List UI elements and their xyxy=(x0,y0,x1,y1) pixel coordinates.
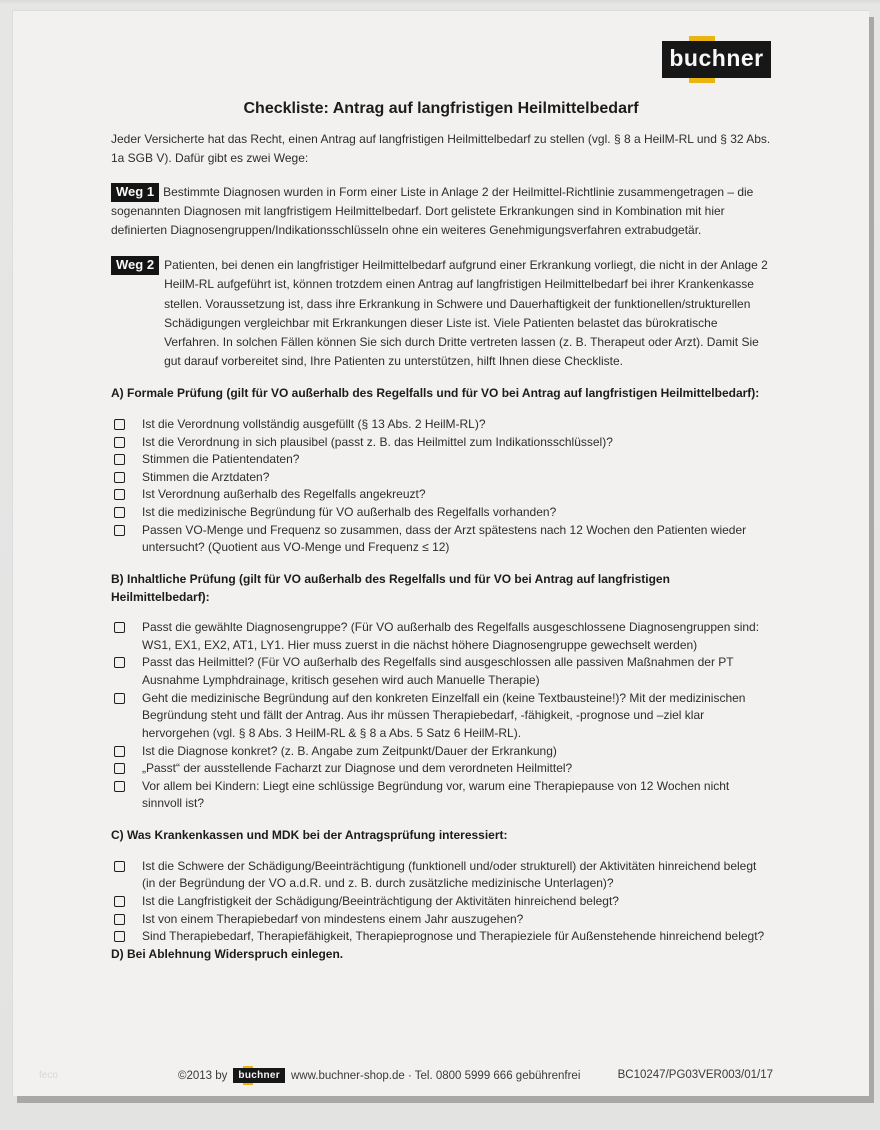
checkbox-icon xyxy=(114,437,125,448)
logo-accent-bar-bottom xyxy=(689,78,715,83)
section-a-heading: A) Formale Prüfung (gilt für VO außerhalb des Regelfalls und für VO bei Antrag auf langfristigen Heilmittelbedarf): xyxy=(111,386,760,401)
checklist-item: Sind Therapiebedarf, Therapiefähigkeit, Therapieprognose und Therapieziele für Außenstehende hinreichend belegt? xyxy=(111,928,771,946)
document-code: BC10247/PG03VER003/01/17 xyxy=(617,1069,773,1081)
checkbox-icon xyxy=(114,781,125,792)
footer-buchner-logo xyxy=(233,1068,285,1083)
intro-paragraph: Jeder Versicherte hat das Recht, einen Antrag auf langfristigen Heilmittelbedarf zu stellen (vgl. § 8 a HeilM-RL und § 32 Abs. 1a SGB V). Dafür gibt es zwei Wege: xyxy=(111,132,771,166)
document-content xyxy=(13,11,869,963)
checkbox-icon xyxy=(114,914,125,925)
logo-wordmark: buchner xyxy=(238,1070,280,1081)
footer-contact: www.buchner-shop.de · Tel. 0800 5999 666 gebührenfrei xyxy=(290,1069,581,1082)
checkbox-icon xyxy=(114,931,125,942)
checklist-item: Geht die medizinische Begründung auf den konkreten Einzelfall ein (keine Textbausteine!)? Mit der medizinischen Begründung steht und fällt der Antrag. Aus ihr müssen Therapiebedarf, -fähigkeit, -prognose und –ziel klar hervorgehen (vgl. § 8 Abs. 3 HeilM-RL & § 8 a Abs. 5 Satz 6 HeilM-RL). xyxy=(111,690,771,743)
checkbox-icon xyxy=(114,657,125,668)
checklist-item: „Passt“ der ausstellende Facharzt zur Diagnose und dem verordneten Heilmittel? xyxy=(111,760,771,778)
section-a-checklist xyxy=(111,416,771,557)
section-c-checklist xyxy=(111,858,771,946)
checklist-item: Ist von einem Therapiebedarf von mindestens einem Jahr auszugehen? xyxy=(111,911,771,929)
weg-1-text: Bestimmte Diagnosen wurden in Form einer Liste in Anlage 2 der Heilmittel-Richtlinie zusammengetragen – die sogenannten Diagnosen mit langfristigem Heilmittelbedarf. Dort gelistete Erkrankungen sind in Kombination mit hier definierten Diagnosengruppen/Indikationsschlüsseln ohne ein weiteres Genehmigungsverfahren extrabudgetär. xyxy=(111,184,754,237)
document-page xyxy=(12,10,869,1096)
weg-1-label: Weg 1 xyxy=(111,183,159,202)
checkbox-icon xyxy=(114,507,125,518)
checkbox-icon xyxy=(114,861,125,872)
checklist-item: Ist die Verordnung vollständig ausgefüllt (§ 13 Abs. 2 HeilM-RL)? xyxy=(111,416,771,434)
checklist-item: Stimmen die Arztdaten? xyxy=(111,469,771,487)
checklist-item: Ist die Langfristigkeit der Schädigung/Beeinträchtigung der Aktivitäten hinreichend belegt? xyxy=(111,893,771,911)
checklist-item: Ist Verordnung außerhalb des Regelfalls angekreuzt? xyxy=(111,486,771,504)
logo-accent-bar-top xyxy=(243,1066,253,1068)
checklist-item: Passt die gewählte Diagnosengruppe? (Für VO außerhalb des Regelfalls ausgeschlossene Diagnosengruppen sind: WS1, EX1, EX2, AT1, LY1. Hier muss zuerst in die nächst höhere Diagnosengruppe gewechselt werden) xyxy=(111,619,771,654)
checkbox-icon xyxy=(114,489,125,500)
watermark-text: feco xyxy=(39,1070,58,1081)
checkbox-icon xyxy=(114,763,125,774)
section-c-heading: C) Was Krankenkassen und MDK bei der Antragsprüfung interessiert: xyxy=(111,828,508,843)
logo-wordmark: buchner xyxy=(669,45,764,71)
weg-2-label: Weg 2 xyxy=(111,256,159,275)
checklist-item: Ist die medizinische Begründung für VO außerhalb des Regelfalls vorhanden? xyxy=(111,504,771,522)
checkbox-icon xyxy=(114,454,125,465)
footer-imprint xyxy=(178,1068,580,1083)
checkbox-icon xyxy=(114,419,125,430)
checklist-item: Passt das Heilmittel? (Für VO außerhalb des Regelfalls sind ausgeschlossen alle passiven Maßnahmen der PT Ausnahme Lymphdrainage, kritisch gesehen wird auch Manuelle Therapie) xyxy=(111,654,771,689)
page-title: Checkliste: Antrag auf langfristigen Heilmittelbedarf xyxy=(243,100,639,117)
logo-accent-bar-top xyxy=(689,36,715,41)
checkbox-icon xyxy=(114,525,125,536)
weg-2-text: Patienten, bei denen ein langfristiger Heilmittelbedarf aufgrund einer Erkrankung vorliegt, die nicht in der Anlage 2 HeilM-RL aufgeführt ist, können trotzdem einen Antrag auf langfristigen Heilmittelbedarf bei ihrer Krankenkasse stellen. Voraussetzung ist, dass ihre Erkrankung in Schwere und Dauerhaftigkeit der funktionellen/strukturellen Schädigungen vergleichbar mit Erkrankungen dieser Liste ist. Viele Patienten belastet das bürokratische Verfahren. In solchen Fällen können Sie sich durch Dritte vertreten lassen (z. B. Therapeut oder Arzt). Damit Sie gut darauf vorbereitet sind, Ihre Patienten zu unterstützen, hilft Ihnen diese Checkliste. xyxy=(164,258,768,369)
checklist-item: Passen VO-Menge und Frequenz so zusammen, dass der Arzt spätestens nach 12 Wochen den Patienten wieder untersucht? (Quotient aus VO-Menge und Frequenz ≤ 12) xyxy=(111,522,771,557)
checkbox-icon xyxy=(114,622,125,633)
checkbox-icon xyxy=(114,472,125,483)
checkbox-icon xyxy=(114,896,125,907)
checklist-item: Stimmen die Patientendaten? xyxy=(111,451,771,469)
buchner-logo xyxy=(662,41,771,78)
header xyxy=(111,41,771,91)
section-b-heading: B) Inhaltliche Prüfung (gilt für VO außerhalb des Regelfalls und für VO bei Antrag auf langfristigen Heilmittelbedarf): xyxy=(111,571,670,604)
section-b-checklist xyxy=(111,619,771,813)
checkbox-icon xyxy=(114,693,125,704)
checklist-item: Ist die Diagnose konkret? (z. B. Angabe zum Zeitpunkt/Dauer der Erkrankung) xyxy=(111,743,771,761)
logo-accent-bar-bottom xyxy=(243,1083,253,1085)
checklist-item: Ist die Schwere der Schädigung/Beeinträchtigung (funktionell und/oder strukturell) der Aktivitäten hinreichend belegt (in der Begründung der VO a.d.R. und z. B. durch zusätzliche medizinische Unterlagen)? xyxy=(111,858,771,893)
footer-copyright: ©2013 by xyxy=(178,1069,228,1082)
checklist-item: Vor allem bei Kindern: Liegt eine schlüssige Begründung vor, warum eine Therapiepause von 12 Wochen nicht sinnvoll ist? xyxy=(111,778,771,813)
weg-1-paragraph xyxy=(111,183,771,241)
checklist-item: Ist die Verordnung in sich plausibel (passt z. B. das Heilmittel zum Indikationsschlüssel)? xyxy=(111,434,771,452)
weg-2-paragraph xyxy=(111,256,771,371)
checkbox-icon xyxy=(114,746,125,757)
section-d-heading: D) Bei Ablehnung Widerspruch einlegen. xyxy=(111,946,344,961)
page-footer xyxy=(13,1068,869,1088)
